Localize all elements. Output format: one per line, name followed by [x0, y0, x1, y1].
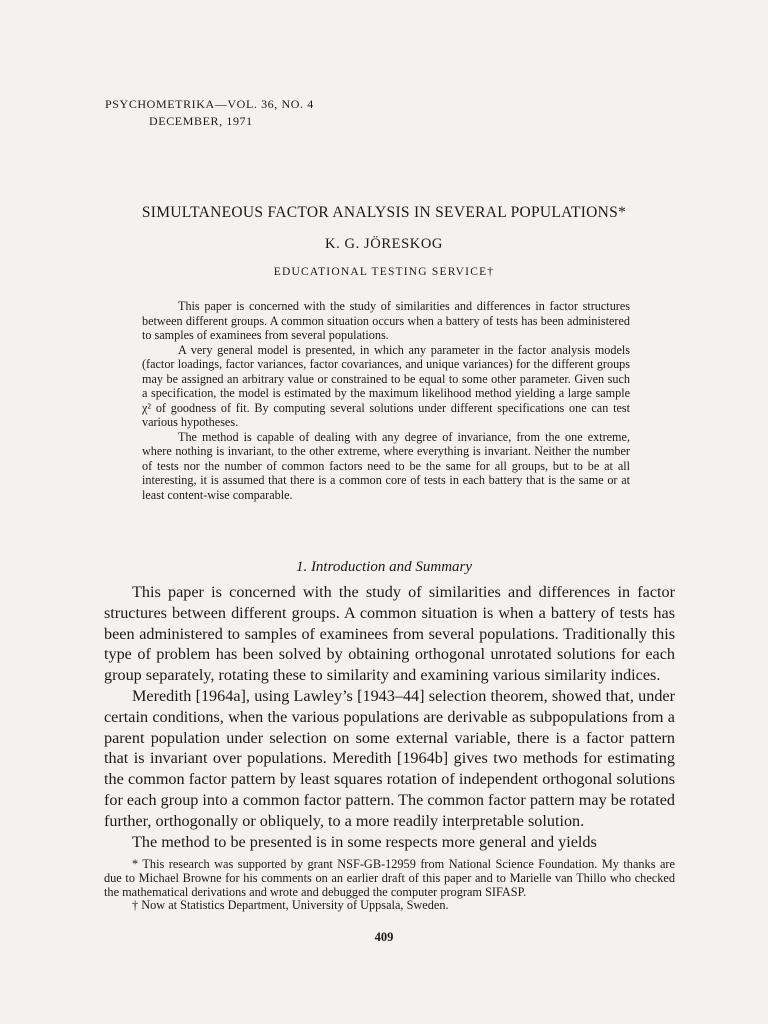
footnote: * This research was supported by grant NSF-GB-12959 from National Science Foundation. My thanks are due to Michael Browne for his comments on an earlier draft of this paper and to Marielle van Thillo who checked the mathematical derivations and wrote and debugged the computer program SIFASP. [104, 857, 675, 899]
section-heading: 1. Introduction and Summary [295, 559, 473, 575]
footnotes [104, 858, 675, 913]
page-number: 409 [374, 930, 394, 944]
abstract-paragraph: A very general model is presented, in which any parameter in the factor analysis models (factor loadings, factor variances, factor covariances, and unique variances) for the different groups may be assigned an arbitrary value or constrained to be equal to some other parameter. Given such a specification, the model is estimated by the maximum likelihood method yielding a large sample χ² of goodness of fit. By computing several solutions under different specifications one can test various hypotheses. [142, 342, 630, 429]
footnote: † Now at Statistics Department, University of Uppsala, Sweden. [132, 898, 449, 913]
abstract [142, 299, 630, 502]
journal-volume-line: PSYCHOMETRIKA—VOL. 36, NO. 4 [105, 97, 314, 111]
body-paragraph: The method to be presented is in some respects more general and yields [132, 832, 597, 851]
article-title: SIMULTANEOUS FACTOR ANALYSIS IN SEVERAL POPULATIONS* [141, 204, 627, 221]
body-paragraph: This paper is concerned with the study of similarities and differences in factor structures between different groups. A common situation is when a battery of tests has been administered to samples of examinees from several populations. Traditionally this type of problem has been solved by obtaining orthogonal unrotated solutions for each group separately, rotating these to similarity and examining various similarity indices. [104, 583, 675, 685]
abstract-paragraph: This paper is concerned with the study of similarities and differences in factor structures between different groups. A common situation occurs when a battery of tests has been administered to samples of examinees from several populations. [142, 299, 630, 342]
journal-date-line: DECEMBER, 1971 [149, 114, 253, 129]
article-author: K. G. JÖRESKOG [325, 236, 443, 252]
body-paragraph: Meredith [1964a], using Lawley’s [1943–44] selection theorem, showed that, under certain conditions, when the various populations are derivable as subpopulations from a parent population under selection on some external variable, there is a factor pattern that is invariant over populations. Meredith [1964b] gives two methods for estimating the common factor pattern by least squares rotation of independent orthogonal solutions for each group into a common factor pattern. The common factor pattern may be rotated further, orthogonally or obliquely, to a more readily interpretable solution. [104, 686, 675, 830]
body-text [104, 582, 675, 852]
journal-header [105, 96, 314, 131]
author-affiliation: EDUCATIONAL TESTING SERVICE† [273, 266, 495, 278]
abstract-paragraph: The method is capable of dealing with any degree of invariance, from the one extreme, where nothing is invariant, to the other extreme, where everything is invariant. Neither the number of tests nor the number of common factors need to be the same for all groups, but to be at all interesting, it is assumed that there is a common core of tests in each battery that is the same or at least content-wise comparable. [142, 429, 630, 502]
